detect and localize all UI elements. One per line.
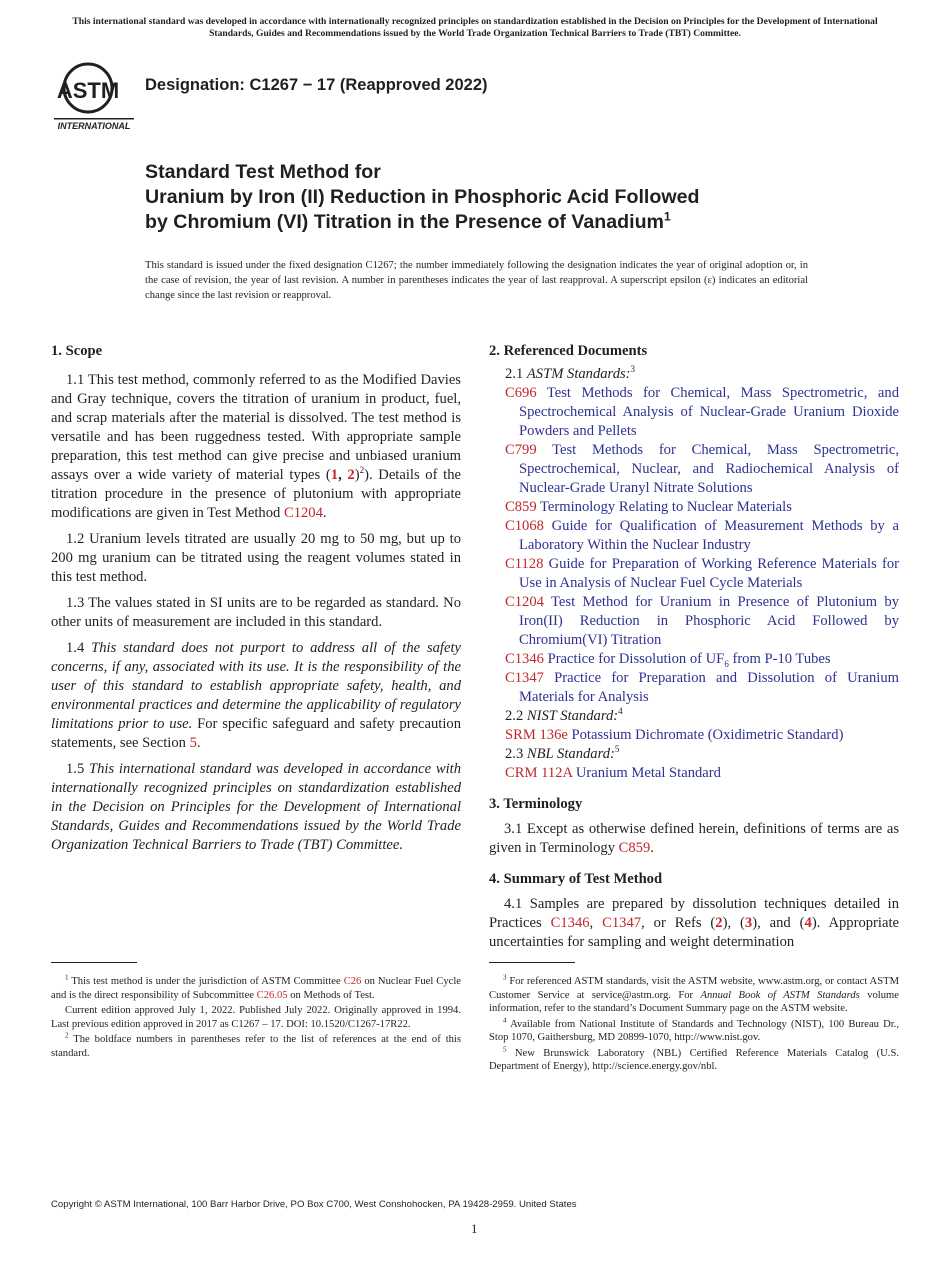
ref-item	[489, 669, 899, 707]
ref-link-4[interactable]: 4	[804, 915, 812, 931]
astm-logo-subtext: INTERNATIONAL	[57, 121, 131, 131]
ref-item	[489, 650, 899, 669]
nist-standard-label: 2.2 NIST Standard:$^4$	[505, 706, 623, 724]
link-section-5[interactable]: 5	[189, 735, 197, 751]
ref-item	[489, 441, 899, 498]
ref-item	[489, 498, 899, 517]
left-column	[51, 342, 461, 862]
link-c26-05[interactable]: C26.05	[256, 989, 288, 1001]
page-number: 1	[471, 1221, 478, 1236]
ref-code-srm136e[interactable]: SRM 136e	[505, 727, 568, 743]
copyright: Copyright © ASTM International, 100 Barr Harbor Drive, PO Box C700, West Conshohocken, PA 19428-2959. United States	[51, 1199, 577, 1210]
tbt-notice: This international standard was developed in accordance with internationally recognized principles on standardization established in the Decision on Principles for the Development of International Standards, Guides and Recommendations issued by the World Trade Organization Technical Barriers to Trade (TBT) Committee.	[72, 16, 878, 39]
page-title	[145, 160, 845, 235]
ref-code-c859[interactable]: C859	[505, 499, 537, 515]
ref-code-c1346[interactable]: C1346	[505, 651, 544, 667]
ref-item	[489, 593, 899, 650]
astm-logo	[54, 60, 134, 132]
footnote-2: $^2$ The boldface numbers in parentheses refer to the list of references at the end of this standard.	[51, 1031, 461, 1059]
ref-code-c1068[interactable]: C1068	[505, 518, 544, 534]
ref-code-c1128[interactable]: C1128	[505, 556, 544, 572]
footnote-4: $^4$ Available from National Institute of Standards and Technology (NIST), 100 Bureau Dr., Stop 1070, Gaithersburg, MD 20899-1070, http://www.nist.gov.	[489, 1015, 899, 1043]
ref-item	[489, 555, 899, 593]
footnotes-left	[51, 962, 461, 1062]
ref-title-c696[interactable]: Test Methods for Chemical, Mass Spectrometric, and Spectrochemical Analysis of Nuclear-Grade Uranium Dioxide Powders and Pellets	[519, 385, 899, 439]
astm-standards-list	[489, 384, 899, 650]
title-line-1: Standard Test Method for	[145, 161, 381, 183]
title-line-3: by Chromium (VI) Titration in the Presence of Vanadium$^1$	[145, 209, 671, 233]
ref-item	[489, 517, 899, 555]
terminology-para-3-1: 3.1 Except as otherwise defined herein, definitions of terms are as given in Terminology C859.	[489, 821, 899, 856]
ref-item	[489, 384, 899, 441]
scope-para-1-3: 1.3 The values stated in SI units are to be regarded as standard. No other units of measurement are included in this standard.	[51, 595, 461, 630]
ref-title-c799[interactable]: Test Methods for Chemical, Mass Spectrometric, Spectrochemical, Nuclear, and Radiochemical Analysis of Nuclear-Grade Uranyl Nitrate Solutions	[519, 442, 899, 496]
ref-title-c1128[interactable]: Guide for Preparation of Working Reference Materials for Use in Analysis of Nuclear Fuel Cycle Materials	[519, 556, 899, 591]
scope-para-1-1: 1.1 This test method, commonly referred to as the Modified Davies and Gray technique, covers the titration of uranium in product, fuel, and scrap materials after the material is dissolved. The test method is versatile and has been ruggedness tested. With appropriate sample preparation, this test method can give precise and unbiased uranium assays over a wide variety of material types (1, 2)$^2$). Details of the titration procedure in the presence of plutonium with appropriate modifications are given in Test Method C1204.	[51, 372, 461, 521]
designation: Designation: C1267 − 17 (Reapproved 2022)	[145, 76, 488, 94]
issued-note: This standard is issued under the fixed designation C1267; the number immediately following the designation indicates the year of original adoption or, in the case of revision, the year of last revision. A number in parentheses indicates the year of last reapproval. A superscript epsilon (ε) indicates an editorial change since the last revision or reapproval.	[145, 260, 808, 301]
astm-standards-label: 2.1 ASTM Standards:$^3$	[505, 364, 636, 382]
nbl-standard-label: 2.3 NBL Standard:$^5$	[505, 744, 620, 762]
terminology-heading: 3. Terminology	[489, 796, 583, 812]
ref-title-c1346[interactable]: Practice for Dissolution of $UF_6$ from P-10 Tubes	[547, 651, 831, 669]
ref-item	[489, 726, 899, 745]
ref-code-c696[interactable]: C696	[505, 385, 537, 401]
title-footnote-mark: 1	[663, 209, 671, 224]
scope-heading: 1. Scope	[51, 343, 103, 359]
ref-link-2[interactable]: 2	[347, 467, 355, 483]
ref-code-crm112a[interactable]: CRM 112A	[505, 765, 573, 781]
ref-title-srm136e[interactable]: Potassium Dichromate (Oxidimetric Standard)	[571, 727, 844, 743]
scope-para-1-4: 1.4 This standard does not purport to address all of the safety concerns, if any, associated with its use. It is the responsibility of the user of this standard to establish appropriate safety, health, and environmental practices and determine the applicability of regulatory limitations prior to use. For specific safeguard and safety precaution statements, see Section 5.	[51, 640, 461, 751]
ref-link-2[interactable]: 2	[715, 915, 723, 931]
ref-link-3[interactable]: 3	[744, 915, 753, 931]
ref-title-c1347[interactable]: Practice for Preparation and Dissolution of Uranium Materials for Analysis	[519, 670, 899, 705]
footnote-divider	[51, 962, 137, 963]
scope-para-1-5: 1.5 This international standard was developed in accordance with internationally recognized principles on standardization established in the Decision on Principles for the Development of International Standards, Guides and Recommendations issued by the World Trade Organization Technical Barriers to Trade (TBT) Committee.	[51, 761, 462, 853]
footnote-1: $^1$ This test method is under the jurisdiction of ASTM Committee C26 on Nuclear Fuel Cycle and is the direct responsibility of Subcommittee C26.05 on Methods of Test.	[51, 973, 461, 1001]
ref-code-c1204[interactable]: C1204	[505, 594, 544, 610]
link-c859[interactable]: C859	[618, 840, 651, 856]
summary-para-4-1: 4.1 Samples are prepared by dissolution techniques detailed in Practices C1346, C1347, or Refs (2), (3), and (4). Appropriate uncertainties for sampling and weight determination	[489, 896, 899, 950]
edition-note: Current edition approved July 1, 2022. Published July 2022. Originally approved in 1994. Last previous edition approved in 2017 as C1267 – 17. DOI: 10.1520/C1267-17R22.	[51, 1005, 461, 1030]
footnote-divider	[489, 962, 575, 963]
ref-item	[489, 764, 899, 783]
ref-code-c1347[interactable]: C1347	[505, 670, 544, 686]
link-c1204[interactable]: C1204	[283, 505, 323, 521]
ref-title-c1068[interactable]: Guide for Qualification of Measurement Methods by a Laboratory Within the Nuclear Industry	[519, 518, 899, 553]
ref-link-1[interactable]: 1	[330, 467, 339, 483]
footnote-mark-2: 2	[359, 465, 365, 476]
ref-title-crm112a[interactable]: Uranium Metal Standard	[575, 765, 721, 781]
ref-code-c799[interactable]: C799	[505, 442, 537, 458]
astm-logo-text: ASTM	[56, 78, 120, 103]
link-c26[interactable]: C26	[343, 976, 362, 987]
link-c1347[interactable]: C1347	[602, 915, 642, 931]
right-column	[489, 342, 899, 959]
ref-title-c859[interactable]: Terminology Relating to Nuclear Materials	[540, 499, 792, 515]
summary-heading: 4. Summary of Test Method	[489, 871, 663, 887]
ref-title-c1204[interactable]: Test Method for Uranium in Presence of Plutonium by Iron(II) Reduction in Phosphoric Acid Followed by Chromium(VI) Titration	[519, 594, 899, 648]
footnote-3: $^3$ For referenced ASTM standards, visit the ASTM website, www.astm.org, or contact ASTM Customer Service at service@astm.org. For Annual Book of ASTM Standards volume information, refer to the standard’s Document Summary page on the ASTM website.	[489, 973, 899, 1014]
footnotes-right	[489, 962, 899, 1076]
link-c1346[interactable]: C1346	[550, 915, 590, 931]
scope-para-1-2: 1.2 Uranium levels titrated are usually 20 mg to 50 mg, but up to 200 mg uranium can be titrated using the reagent volumes stated in this test method.	[51, 531, 461, 585]
title-line-2: Uranium by Iron (II) Reduction in Phosphoric Acid Followed	[145, 186, 700, 208]
refdocs-heading: 2. Referenced Documents	[489, 343, 648, 359]
footnote-5: $^5$ New Brunswick Laboratory (NBL) Certified Reference Materials Catalog (U.S. Department of Energy), http://science.energy.gov/nbl.	[489, 1044, 899, 1072]
